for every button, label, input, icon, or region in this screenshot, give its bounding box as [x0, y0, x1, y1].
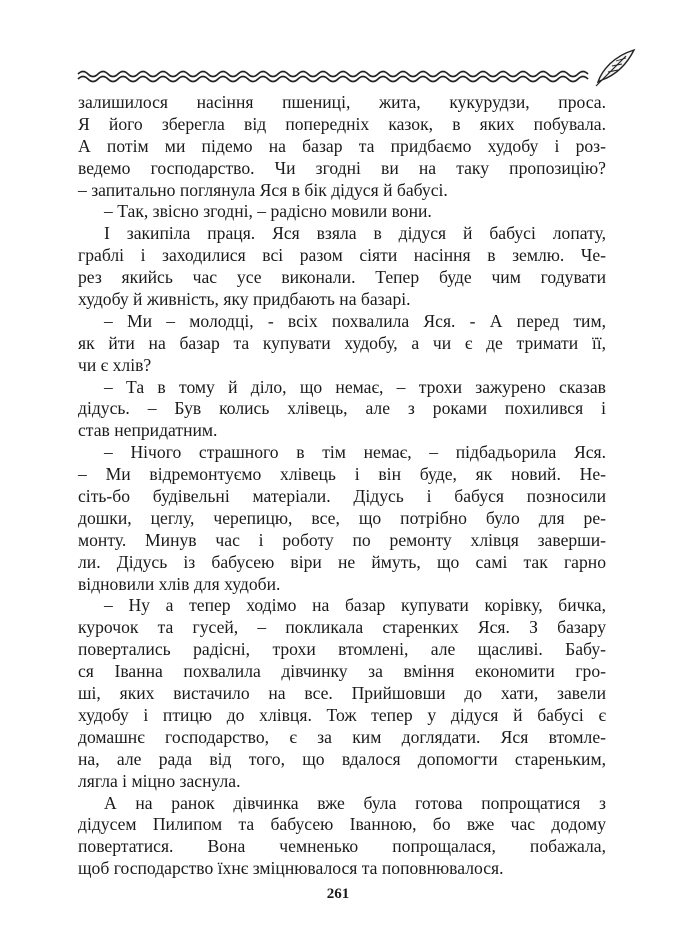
- text-line: ші, яких вистачило на все. Прийшовши до хати, завели: [78, 683, 606, 704]
- text-line: повертались радісні, трохи втомлені, але щасливі. Бабу-: [78, 639, 606, 660]
- text-line: І закипіла праця. Яся взяла в дідуся й бабусі лопату,: [104, 223, 606, 244]
- text-line: рез якийсь час усе виконали. Тепер буде чим годувати: [78, 267, 606, 288]
- text-line: ли. Дідусь із бабусею віри не ймуть, що самі так гарно: [78, 551, 606, 572]
- text-line: став непридатним.: [78, 420, 218, 441]
- header-ornament: [76, 44, 638, 88]
- text-line: відновили хлів для худоби.: [78, 573, 281, 594]
- page-number: 261: [326, 886, 350, 902]
- text-line: дошки, цеглу, черепицю, все, що потрібно було для ре-: [78, 507, 606, 528]
- text-line: худобу і птицю до хлівця. Тож тепер у дідуся й бабусі є: [78, 704, 606, 725]
- text-line: А потім ми підемо на базар та придбаємо худобу і роз-: [78, 135, 606, 156]
- text-line: залишилося насіння пшениці, жита, кукурудзи, проса.: [78, 92, 606, 112]
- text-line: граблі і заходилися всі разом сіяти насіння в землю. Че-: [78, 245, 606, 266]
- body-text: [78, 92, 606, 880]
- text-line: худобу й живність, яку придбають на базарі.: [78, 289, 411, 310]
- text-line: – Та в тому й діло, що немає, – трохи зажурено сказав: [104, 376, 606, 397]
- text-line: – Ми – молодці, - всіх похвалила Яся. - А перед тим,: [104, 310, 606, 331]
- text-line: повертатися. Вона чемненько попрощалася, побажала,: [78, 836, 606, 857]
- text-line: курочок та гусей, – покликала старенких Яся. З базару: [78, 617, 606, 638]
- text-line: як йти на базар та купувати худобу, а чи є де тримати її,: [78, 332, 606, 353]
- text-line: Я його зберегла від попередніх казок, в яких побувала.: [78, 113, 606, 134]
- text-line: – Ну а тепер ходімо на базар купувати корівку, бичка,: [104, 595, 606, 616]
- text-line: лягла і міцно заснула.: [78, 770, 241, 791]
- text-line: – запитально поглянула Яся в бік дідуся й бабусі.: [78, 179, 448, 200]
- text-line: на, але рада від того, що вдалося допомогти стареньким,: [78, 748, 606, 769]
- text-line: щоб господарство їхнє зміцнювалося та поповнювалося.: [78, 858, 504, 879]
- text-line: А на ранок дівчинка вже була готова попрощатися з: [104, 792, 606, 813]
- text-line: – Нічого страшного в тім немає, – підбадьорила Яся.: [104, 442, 606, 463]
- text-line: сіть-бо будівельні матеріали. Дідусь і бабуся позносили: [78, 486, 606, 507]
- text-line: – Так, звісно згодні, – радісно мовили вони.: [104, 201, 432, 222]
- text-line: домашнє господарство, є за ким доглядати. Яся втомле-: [78, 726, 606, 747]
- text-line: – Ми відремонтуємо хлівець і він буде, як новий. Не-: [78, 464, 606, 485]
- text-line: монту. Минув час і роботу по ремонту хлівця заверши-: [78, 529, 606, 550]
- wavy-line-feather-icon: [76, 44, 638, 88]
- text-line: дідусем Пилипом та бабусею Іванною, бо вже час додому: [78, 814, 606, 835]
- text-line: ведемо господарство. Чи згодні ви на таку пропозицію?: [78, 157, 606, 178]
- text-line: ся Іванна похвалила дівчинку за вміння економити гро-: [78, 661, 606, 682]
- text-line: чи є хлів?: [78, 354, 152, 375]
- text-line: дідусь. – Був колись хлівець, але з роками похилився і: [78, 398, 606, 419]
